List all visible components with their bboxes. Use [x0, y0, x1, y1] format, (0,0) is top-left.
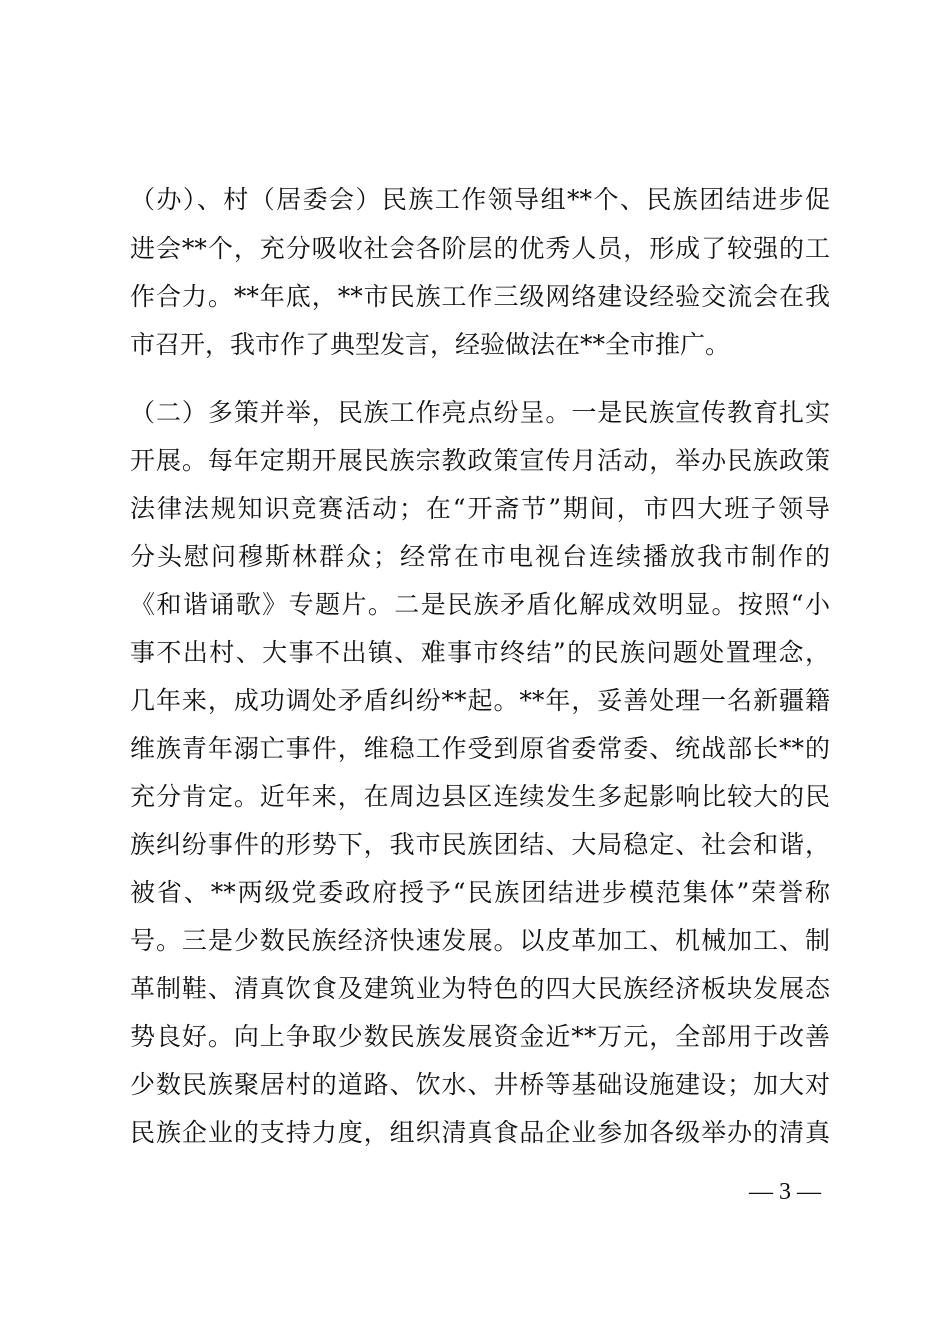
paragraph-1-line-1: （办）、村（居委会）民族工作领导组**个、民族团结进步促 — [130, 185, 830, 214]
paragraph-2-line-15: 少数民族聚居村的道路、饮水、井桥等基础设施建设；加大对 — [130, 1070, 830, 1099]
paragraph-1-line-4: 市召开，我市作了典型发言，经验做法在**全市推广。 — [130, 330, 731, 359]
paragraph-2-line-16: 民族企业的支持力度，组织清真食品企业参加各级举办的清真 — [130, 1118, 830, 1147]
paragraph-1-line-2: 进会**个，充分吸收社会各阶层的优秀人员，形成了较强的工 — [130, 234, 830, 263]
paragraph-2-line-10: 族纠纷事件的形势下，我市民族团结、大局稳定、社会和谐， — [130, 830, 830, 859]
paragraph-2-line-14: 势良好。向上争取少数民族发展资金近**万元，全部用于改善 — [130, 1022, 830, 1051]
paragraph-2-line-8: 维族青年溺亡事件，维稳工作受到原省委常委、统战部长**的 — [130, 734, 830, 763]
paragraph-2-line-12: 号。三是少数民族经济快速发展。以皮革加工、机械加工、制 — [130, 926, 830, 955]
paragraph-2-line-7: 几年来，成功调处矛盾纠纷**起。**年，妥善处理一名新疆籍 — [130, 686, 830, 715]
paragraph-2-line-6: 事不出村、大事不出镇、难事市终结”的民族问题处置理念， — [130, 638, 830, 667]
paragraph-2-line-11: 被省、**两级党委政府授予“民族团结进步模范集体”荣誉称 — [130, 878, 830, 907]
paragraph-2-line-5: 《和谐诵歌》专题片。二是民族矛盾化解成效明显。按照“小 — [130, 590, 830, 619]
paragraph-2-line-2: 开展。每年定期开展民族宗教政策宣传月活动，举办民族政策 — [130, 446, 830, 475]
paragraph-2-line-4: 分头慰问穆斯林群众；经常在市电视台连续播放我市制作的 — [130, 542, 830, 571]
paragraph-2-line-1: （二）多策并举，民族工作亮点纷呈。一是民族宣传教育扎实 — [130, 398, 830, 427]
paragraph-2-line-13: 革制鞋、清真饮食及建筑业为特色的四大民族经济板块发展态 — [130, 974, 830, 1003]
paragraph-2-line-9: 充分肯定。近年来，在周边县区连续发生多起影响比较大的民 — [130, 782, 830, 811]
paragraph-2-line-3: 法律法规知识竞赛活动；在“开斋节”期间，市四大班子领导 — [130, 494, 830, 523]
page-number: — 3 — — [749, 1179, 821, 1205]
paragraph-1-line-3: 作合力。**年底，**市民族工作三级网络建设经验交流会在我 — [130, 282, 830, 311]
